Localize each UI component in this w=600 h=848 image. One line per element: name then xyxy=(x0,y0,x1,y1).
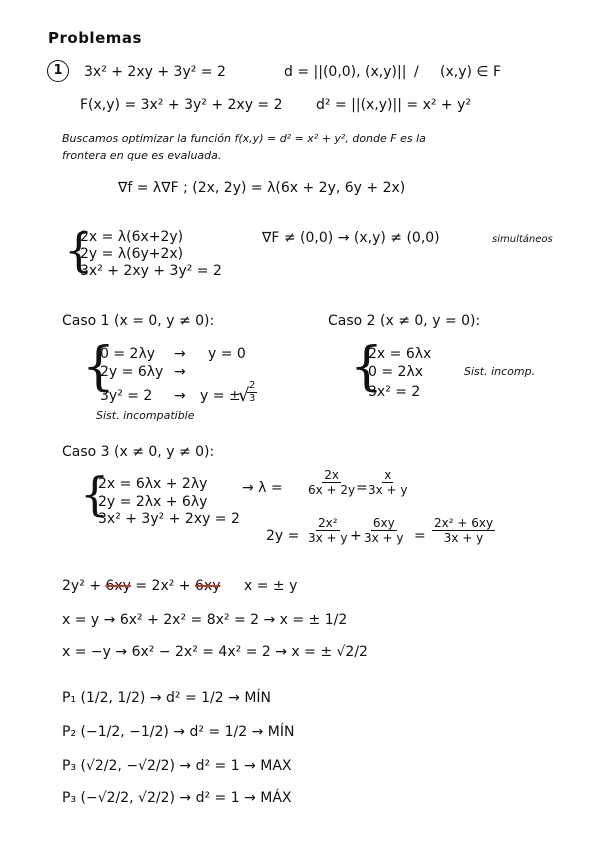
problem-number: 1 xyxy=(47,60,69,82)
case-3-eq-2: 2y = 2λx + 6λy xyxy=(98,494,208,510)
case-2-eq-2: 0 = 2λx xyxy=(368,364,424,380)
relation-result: x = ± y xyxy=(244,578,298,594)
lambda-fraction-1-num: 2x xyxy=(324,468,339,482)
lagrange-gradient: ∇f = λ∇F ; (2x, 2y) = λ(6x + 2y, 6y + 2x) xyxy=(118,180,406,196)
case-1-result-1: y = 0 xyxy=(208,346,246,362)
substitution-1: x = y → 6x² + 2x² = 8x² = 2 → x = ± 1/2 xyxy=(62,612,348,628)
cancelled-term-left: 6xy xyxy=(105,578,131,594)
two-y-label: 2y = xyxy=(266,528,300,544)
fraction-5 xyxy=(432,516,495,545)
system-brace: { xyxy=(64,223,94,277)
lambda-fraction-2-den: 3x + y xyxy=(368,483,408,497)
case-2-brace: { xyxy=(350,337,384,397)
lambda-fraction-1-den: 6x + 2y xyxy=(308,483,356,497)
gradient-nonzero-note: ∇F ≠ (0,0) → (x,y) ≠ (0,0) xyxy=(262,230,440,246)
substitution-2: x = −y → 6x² − 2x² = 4x² = 2 → x = ± √2/2 xyxy=(62,644,368,660)
case-1-arrow-1: → xyxy=(174,346,186,362)
case-1-arrow-2: → xyxy=(174,364,186,380)
case-1-result-3: y = ± xyxy=(200,388,241,404)
case-1-arrow-3: → xyxy=(174,388,186,404)
sqrt-icon: √ xyxy=(238,385,250,406)
case-1-eq-2: 2y = 6λy xyxy=(100,364,164,380)
simplify-rhs: = 2x² + xyxy=(130,578,195,594)
lambda-label: → λ = xyxy=(242,480,283,496)
point-4: P₃ (−√2/2, √2/2) → d² = 1 → MÁX xyxy=(62,790,292,806)
explanation-line-1: Buscamos optimizar la función f(x,y) = d² = x² + y², donde F es la xyxy=(62,132,426,145)
case-1-title: Caso 1 (x = 0, y ≠ 0): xyxy=(62,313,215,329)
case-3-eq-3: 3x² + 3y² + 2xy = 2 xyxy=(98,511,240,527)
cancelled-term-right: 6xy xyxy=(195,578,221,594)
case-1-brace: { xyxy=(82,337,116,397)
fraction-5-den: 3x + y xyxy=(443,531,484,545)
simultaneous-note: simultáneos xyxy=(492,234,553,245)
point-3: P₃ (√2/2, −√2/2) → d² = 1 → MAX xyxy=(62,758,292,774)
case-1-fraction xyxy=(247,380,257,405)
fraction-5-num: 2x² + 6xy xyxy=(434,516,494,530)
case-1-fraction-num: 2 xyxy=(249,380,256,391)
lambda-fraction-1 xyxy=(306,468,357,497)
system-eq-3: 3x² + 2xy + 3y² = 2 xyxy=(80,263,222,279)
distance-definition: d = ||(0,0), (x,y)|| xyxy=(284,64,407,80)
fraction-3-num: 2x² xyxy=(317,516,338,530)
system-eq-1: 2x = λ(6x+2y) xyxy=(80,229,184,245)
lambda-fraction-2-num: x xyxy=(384,468,392,482)
case-3-brace: { xyxy=(80,467,110,521)
case-2-title: Caso 2 (x ≠ 0, y = 0): xyxy=(328,313,481,329)
case-1-eq-1: 0 = 2λy xyxy=(100,346,156,362)
simplified-equation xyxy=(62,578,220,594)
case-3-title: Caso 3 (x ≠ 0, y ≠ 0): xyxy=(62,444,215,460)
d2-definition: d² = ||(x,y)|| = x² + y² xyxy=(316,97,471,113)
system-eq-2: 2y = λ(6y+2x) xyxy=(80,246,184,262)
case-2-conclusion: Sist. incomp. xyxy=(464,365,536,378)
fraction-4-num: 6xy xyxy=(372,516,395,530)
case-3-eq-1: 2x = 6λx + 2λy xyxy=(98,476,208,492)
fraction-4 xyxy=(362,516,406,545)
lambda-fraction-2 xyxy=(366,468,410,497)
simplify-lhs: 2y² + xyxy=(62,578,106,594)
fraction-3-den: 3x + y xyxy=(308,531,348,545)
case-2-eq-3: 3x² = 2 xyxy=(368,384,421,400)
case-1-conclusion: Sist. incompatible xyxy=(96,409,195,422)
page-title: Problemas xyxy=(48,29,142,47)
F-definition: F(x,y) = 3x² + 3y² + 2xy = 2 xyxy=(80,97,283,113)
case-2-eq-1: 2x = 6λx xyxy=(368,346,432,362)
domain: (x,y) ∈ F xyxy=(440,64,502,80)
fraction-4-den: 3x + y xyxy=(364,531,404,545)
equals-sign-2: = xyxy=(414,528,426,544)
equals-sign-1: = xyxy=(356,480,368,496)
case-1-eq-3: 3y² = 2 xyxy=(100,388,153,404)
case-1-fraction-den: 3 xyxy=(249,393,256,404)
explanation-line-2: frontera en que es evaluada. xyxy=(62,149,222,162)
constraint-equation: 3x² + 2xy + 3y² = 2 xyxy=(84,64,226,80)
point-2: P₂ (−1/2, −1/2) → d² = 1/2 → MÍN xyxy=(62,724,295,740)
plus-sign: + xyxy=(350,528,362,544)
separator: / xyxy=(414,64,419,80)
point-1: P₁ (1/2, 1/2) → d² = 1/2 → MÍN xyxy=(62,690,271,706)
fraction-3 xyxy=(306,516,350,545)
